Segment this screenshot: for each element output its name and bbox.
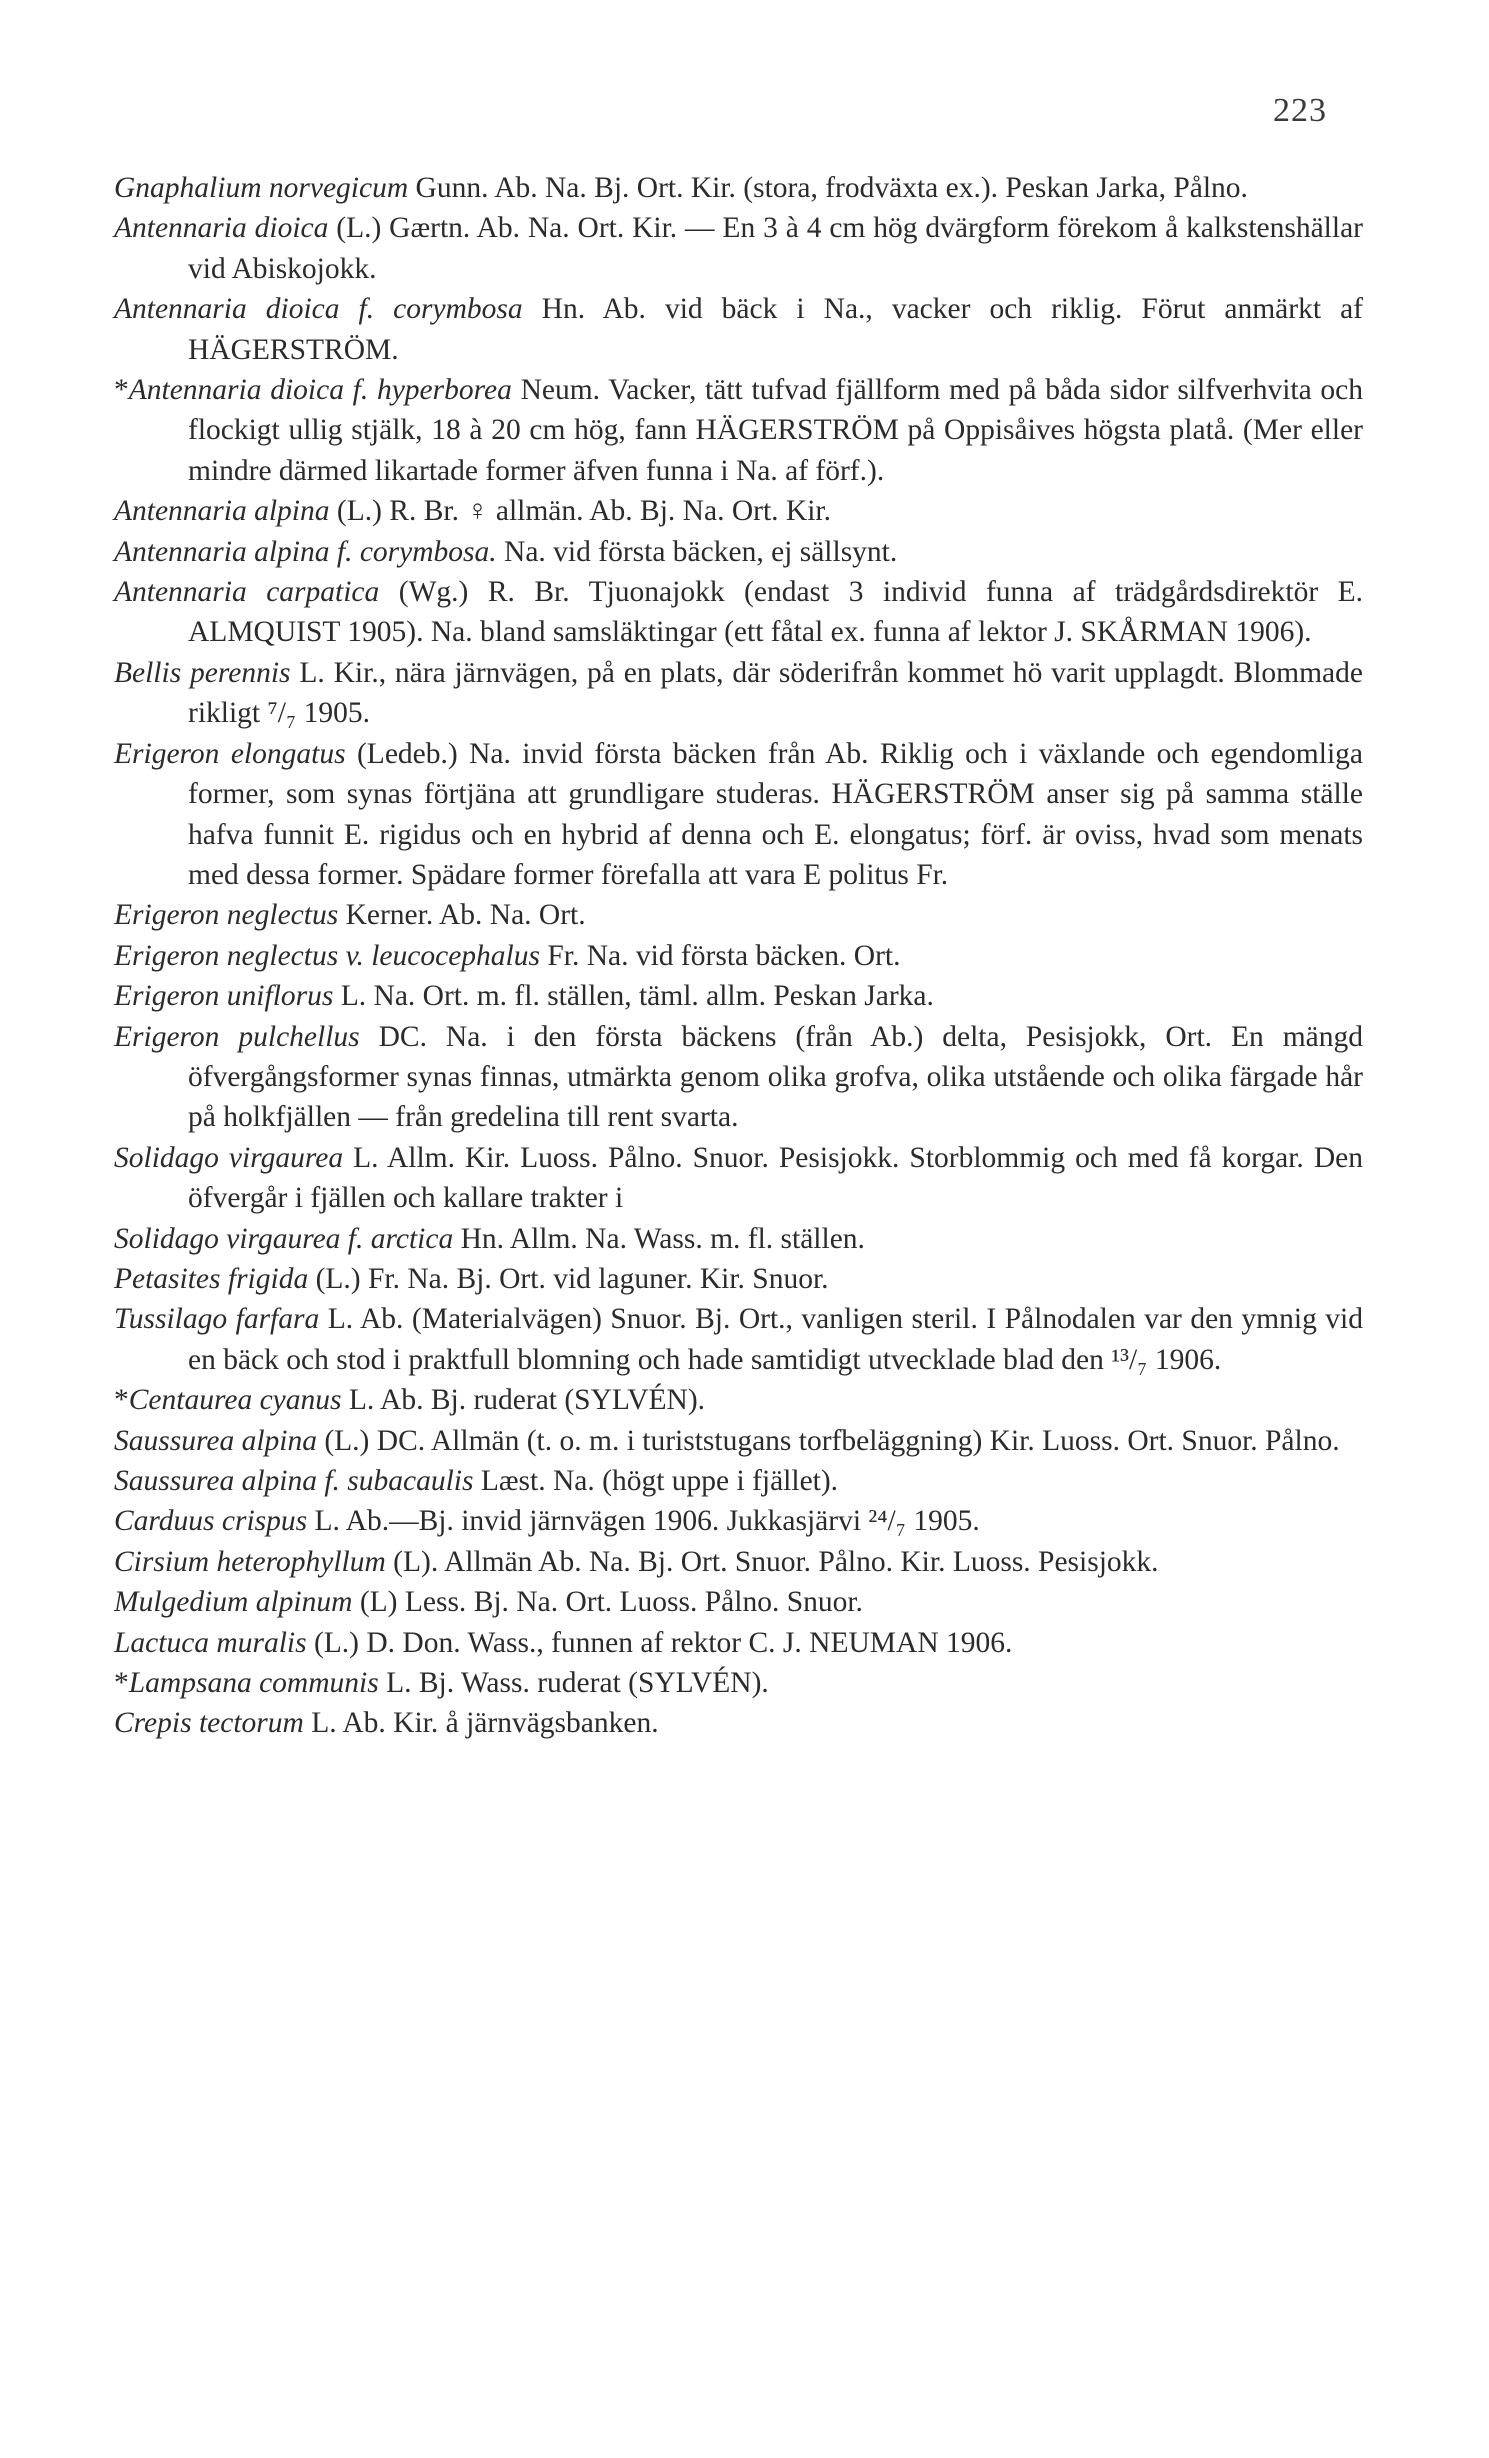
species-name: Petasites frigida (114, 1262, 309, 1295)
species-entry (114, 1703, 1363, 1743)
species-author: L. (290, 656, 325, 689)
entry-star: * (114, 1384, 129, 1417)
species-author: DC. (359, 1020, 427, 1053)
species-author: Hn. (522, 293, 586, 326)
entry-text: Na. (högt uppe i fjället). (545, 1465, 839, 1497)
species-entry (114, 532, 1363, 572)
species-name: Carduus crispus (114, 1505, 308, 1538)
species-entry (114, 208, 1363, 289)
species-name: Antennaria alpina f. corymbosa. (114, 535, 497, 568)
species-name: Lampsana communis (128, 1667, 379, 1700)
entry-text: Na. vid första bäcken, ej sällsynt. (496, 535, 898, 568)
species-entry (114, 1542, 1363, 1582)
species-name: Erigeron pulchellus (114, 1020, 360, 1053)
entry-text: Ab. Kir. å järnvägsbanken. (336, 1707, 659, 1740)
entry-star: * (114, 1667, 129, 1700)
species-name: Antennaria dioica (114, 212, 329, 245)
species-entry (114, 491, 1363, 531)
entry-text: Ab. vid bäck i Na., vacker och riklig. Förut anmärkt af HÄGERSTRÖM. (188, 293, 1363, 366)
entry-text: Ab.—Bj. invid järnvägen 1906. Jukkasjärvi ²⁴/₇ 1905. (339, 1505, 980, 1538)
species-name: Gnaphalium norvegicum (114, 172, 409, 204)
species-author: L. (333, 980, 367, 1013)
species-author: (Ledeb.) (345, 737, 458, 770)
species-author: (L.) R. Br. (329, 495, 459, 528)
species-entry (114, 1219, 1363, 1259)
species-author: L. (319, 1303, 354, 1336)
species-name: Bellis perennis (114, 656, 291, 689)
species-entry (114, 1663, 1363, 1703)
species-entry (114, 1501, 1363, 1541)
entry-text: Vacker, tätt tufvad fjällform med på båda sidor silfverhvita och flockigt ullig stjälk, 18 à 20 cm hög, fann HÄGERSTRÖM på Oppisåives högsta platå. (Mer eller mindre därmed likartade former äfven funna i Na. af förf.). (188, 374, 1363, 487)
species-entry (114, 168, 1363, 208)
entry-text: Na. invid första bäcken från Ab. Riklig och i växlande och egendomliga former, som synas förtjäna att grundligare studeras. HÄGERSTRÖM anser sig på samma ställe hafva funnit E. rigidus och en hybrid af denna och E. elongatus; förf. är oviss, hvad som menats med dessa former. Spädare former förefalla att vara E politus Fr. (188, 737, 1363, 891)
entry-text: Na. Bj. Ort. vid laguner. Kir. Snuor. (399, 1262, 829, 1295)
species-name: Antennaria carpatica (114, 576, 380, 609)
species-entry (114, 370, 1363, 491)
species-entry (114, 1582, 1363, 1622)
entry-text: Ab. Na. Ort. Kir. — En 3 à 4 cm hög dvärgform förekom å kalkstenshällar vid Abiskojokk. (188, 212, 1363, 285)
species-name: Antennaria dioica f. hyperborea (128, 374, 512, 407)
entry-text: Ab. Na. Bj. Ort. Kir. (stora, frodväxta ex.). Peskan Jarka, Pålno. (488, 172, 1248, 204)
species-name: Cirsium heterophyllum (114, 1545, 386, 1578)
species-entry (114, 1017, 1363, 1138)
entry-text: Ab. Na. Ort. (433, 899, 586, 932)
species-entry (114, 1461, 1363, 1501)
species-name: Mulgedium alpinum (114, 1586, 353, 1619)
species-name: Saussurea alpina (114, 1424, 317, 1457)
species-name: Erigeron neglectus v. leucocephalus (114, 939, 540, 972)
species-author: Kerner. (338, 899, 434, 932)
species-name: Antennaria dioica f. corymbosa (114, 293, 523, 326)
entry-text: Allmän Ab. Na. Bj. Ort. Snuor. Pålno. Kir. Luoss. Pesisjokk. (438, 1545, 1159, 1578)
entry-text: Wass., funnen af rektor C. J. NEUMAN 1906. (460, 1626, 1013, 1659)
species-author: Gunn. (408, 172, 489, 204)
species-author: (L.) D. Don. (306, 1626, 461, 1659)
species-author: (Wg.) R. Br. (379, 576, 570, 609)
species-name: Solidago virgaurea f. arctica (114, 1222, 454, 1255)
species-entry (114, 976, 1363, 1016)
entry-text: Na. vid första bäcken. Ort. (579, 939, 901, 972)
entry-text: Bj. Na. Ort. Luoss. Pålno. Snuor. (466, 1586, 863, 1619)
species-entry (114, 1259, 1363, 1299)
species-author: L. (341, 1384, 375, 1417)
species-author: L. (343, 1141, 379, 1174)
species-name: Lactuca muralis (114, 1626, 307, 1659)
entry-text: Allm. Kir. Luoss. Pålno. Snuor. Pesisjokk. Storblommig och med få korgar. Den öfvergår i fjällen och kallare trakter i (188, 1141, 1363, 1215)
species-name: Erigeron uniflorus (114, 980, 334, 1013)
entry-text: Ab. Bj. ruderat (SYLVÉN). (374, 1384, 706, 1417)
species-name: Erigeron elongatus (114, 737, 346, 770)
species-entry (114, 936, 1363, 976)
page-number: 223 (1273, 92, 1327, 129)
species-author: Neum. (511, 374, 601, 407)
species-author: Hn. (453, 1222, 505, 1255)
species-name: Antennaria alpina (114, 495, 330, 528)
species-entry (114, 895, 1363, 935)
entry-text: ♀ allmän. Ab. Bj. Na. Ort. Kir. (458, 495, 831, 528)
entry-star: * (114, 374, 129, 407)
species-author: Læst. (473, 1465, 546, 1497)
species-name: Saussurea alpina f. subacaulis (114, 1465, 474, 1497)
species-author: L. (378, 1667, 412, 1700)
species-author: (L.) DC. (316, 1424, 426, 1457)
entry-text: Allmän (t. o. m. i turiststugans torfbeläggning) Kir. Luoss. Ort. Snuor. Pålno. (425, 1424, 1340, 1457)
species-name: Erigeron neglectus (114, 899, 339, 932)
species-name: Solidago virgaurea (114, 1141, 344, 1174)
species-entry (114, 1421, 1363, 1461)
species-author: L. (303, 1707, 337, 1740)
species-author: Fr. (539, 939, 580, 972)
entry-text: Na. Ort. m. fl. ställen, täml. allm. Peskan Jarka. (366, 980, 934, 1013)
species-name: Centaurea cyanus (128, 1384, 342, 1417)
species-entry (114, 1623, 1363, 1663)
species-entry (114, 1138, 1363, 1219)
entry-text: Allm. Na. Wass. m. fl. ställen. (504, 1222, 865, 1255)
species-entry (114, 572, 1364, 653)
species-list (0, 168, 1489, 1744)
species-author: (L) Less. (352, 1586, 467, 1619)
species-author: (L.) Fr. (308, 1262, 400, 1295)
species-entry (114, 1380, 1363, 1420)
entry-text: Tjuonajokk (endast 3 individ funna af trädgårdsdirektör E. ALMQUIST 1905). Na. bland samsläktingar (ett fåtal ex. funna af lektor J. SKÅRMAN 1906). (188, 576, 1364, 649)
species-entry (114, 653, 1363, 734)
species-name: Tussilago farfara (114, 1303, 320, 1336)
species-entry (114, 1299, 1363, 1380)
species-author: L. (307, 1505, 340, 1538)
entry-text: Ab. (Materialvägen) Snuor. Bj. Ort., vanligen steril. I Pålnodalen var den ymnig vid en bäck och stod i praktfull blomning och hade samtidigt utvecklade blad den ¹³/₇ 1906. (188, 1303, 1363, 1376)
species-author: (L). (385, 1545, 439, 1578)
entry-text: Bj. Wass. ruderat (SYLVÉN). (411, 1667, 769, 1700)
species-entry (114, 289, 1363, 370)
entry-text: Na. i den första bäckens (från Ab.) delta, Pesisjokk, Ort. En mängd öfvergångsformer synas finnas, utmärkta genom olika grofva, olika utstående och olika färgade hår på holkfjällen — från gredelina till rent svarta. (188, 1020, 1363, 1134)
entry-text: Kir., nära järnvägen, på en plats, där söderifrån kommet hö varit upplagdt. Blommade rikligt ⁷/₇ 1905. (188, 656, 1363, 730)
species-author: (L.) Gærtn. (328, 212, 471, 245)
species-name: Crepis tectorum (114, 1707, 304, 1740)
species-entry (114, 734, 1363, 896)
